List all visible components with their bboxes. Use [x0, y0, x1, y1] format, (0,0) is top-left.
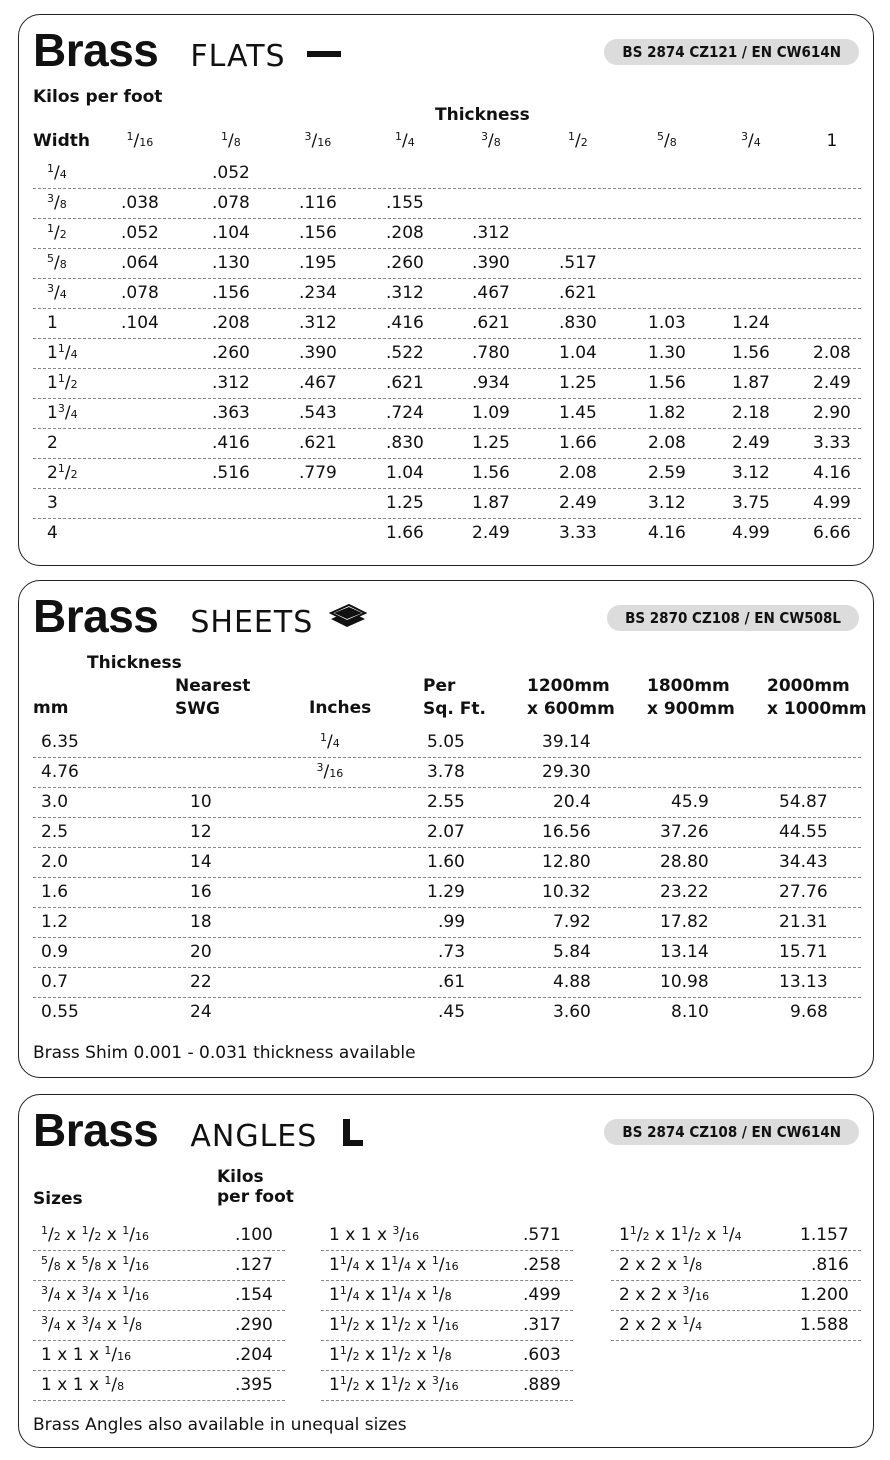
sheets-header-persqft-line2: Sq. Ft. [423, 699, 486, 719]
sheets-per-sqft-cell: 2.07 [427, 822, 465, 842]
sheets-stack-icon [329, 603, 367, 631]
angles-kg-cell: .127 [235, 1255, 273, 1275]
flats-value-cell: .312 [299, 313, 337, 333]
sheets-header-1200x600-line1: 1200mm [527, 676, 610, 696]
flats-value-cell: .260 [212, 343, 250, 363]
flats-value-cell: .621 [472, 313, 510, 333]
flats-width-cell: $1^1/2$ [47, 372, 78, 393]
flats-value-cell: 4.99 [813, 493, 851, 513]
flats-value-cell: .078 [121, 283, 159, 303]
sheets-s1800x900-cell: 45.9 [671, 792, 709, 812]
angles-row-divider [611, 1250, 861, 1251]
flats-thickness-header: $^3$/8 [481, 130, 501, 151]
flats-value-cell: .234 [299, 283, 337, 303]
sheets-s2000x1000-cell: 44.55 [779, 822, 828, 842]
flats-value-cell: .621 [559, 283, 597, 303]
flats-value-cell: .390 [299, 343, 337, 363]
sheets-header-1800x900 [647, 675, 735, 721]
flats-row-divider [33, 248, 861, 249]
angles-size-cell: 2 x 2 x $^3$/16 [619, 1284, 710, 1305]
angles-kg-cell: .258 [523, 1255, 561, 1275]
flats-value-cell: 1.30 [648, 343, 686, 363]
flats-thickness-header: $^5$/8 [657, 130, 677, 151]
flats-value-cell: .830 [559, 313, 597, 333]
flats-value-cell: .156 [299, 223, 337, 243]
angles-kg-cell: .317 [523, 1315, 561, 1335]
sheets-s1200x600-cell: 5.84 [553, 942, 591, 962]
flat-bar-icon [307, 49, 343, 59]
flats-row-divider [33, 338, 861, 339]
angles-title [33, 1103, 317, 1163]
sheets-s1800x900-cell: 17.82 [660, 912, 709, 932]
sheets-s2000x1000-cell: 13.13 [779, 972, 828, 992]
angles-row-divider [321, 1340, 573, 1341]
flats-width-cell: $^5$/8 [47, 252, 67, 273]
flats-value-cell: 3.75 [732, 493, 770, 513]
flats-value-cell: 1.56 [732, 343, 770, 363]
flats-width-cell: 3 [47, 493, 58, 513]
flats-value-cell: .517 [559, 253, 597, 273]
sheets-header-2000x1000-line2: x 1000mm [767, 699, 867, 719]
flats-thickness-header: $^3$/4 [741, 130, 761, 151]
sheets-brand: Brass [33, 590, 159, 642]
sheets-s1200x600-cell: 39.14 [542, 732, 591, 752]
sheets-per-sqft-cell: .45 [438, 1002, 466, 1022]
flats-row-divider [33, 458, 861, 459]
flats-width-cell: 1 [47, 313, 58, 333]
flats-value-cell: .038 [121, 193, 159, 213]
sheets-row-divider [33, 847, 861, 848]
flats-width-cell: $^1$/2 [47, 222, 67, 243]
flats-thickness-header: $^1$/8 [221, 130, 241, 151]
sheets-mm-cell: 6.35 [41, 732, 79, 752]
sheets-mm-cell: 2.5 [41, 822, 69, 842]
angles-row-divider [321, 1250, 573, 1251]
angles-kg-cell: .154 [235, 1285, 273, 1305]
flats-value-cell: 1.82 [648, 403, 686, 423]
angles-kg-cell: .889 [523, 1375, 561, 1395]
flats-title [33, 23, 286, 83]
sheets-per-sqft-cell: 1.29 [427, 882, 465, 902]
angles-kilos-line1: Kilos [217, 1167, 264, 1187]
sheets-s1800x900-cell: 37.26 [660, 822, 709, 842]
flats-row-divider [33, 518, 861, 519]
flats-row-divider [33, 428, 861, 429]
sheets-s2000x1000-cell: 54.87 [779, 792, 828, 812]
flats-value-cell: 1.04 [559, 343, 597, 363]
sheets-kind: SHEETS [190, 605, 314, 640]
sheets-header-2000x1000-line1: 2000mm [767, 676, 850, 696]
angles-kg-cell: .816 [811, 1255, 849, 1275]
flats-value-cell: .363 [212, 403, 250, 423]
flats-value-cell: 2.49 [472, 523, 510, 543]
sheets-inches-cell: $^3$/16 [316, 761, 344, 782]
angles-kg-cell: .603 [523, 1345, 561, 1365]
sheets-swg-cell: 14 [190, 852, 212, 872]
sheets-swg-cell: 22 [190, 972, 212, 992]
flats-width-cell: $1^3/4$ [47, 402, 78, 423]
sheets-s1200x600-cell: 16.56 [542, 822, 591, 842]
angles-size-cell: $1^1/2$ x $1^1/2$ x $^1$/16 [329, 1314, 459, 1335]
flats-value-cell: .130 [212, 253, 250, 273]
sheets-row-divider [33, 997, 861, 998]
flats-thickness-header: $^1$/16 [126, 130, 154, 151]
flats-value-cell: 1.03 [648, 313, 686, 333]
angles-note: Brass Angles also available in unequal sizes [33, 1415, 407, 1435]
flats-value-cell: .078 [212, 193, 250, 213]
sheets-header-1800x900-line1: 1800mm [647, 676, 730, 696]
flats-value-cell: .780 [472, 343, 510, 363]
sheets-per-sqft-cell: .73 [438, 942, 466, 962]
flats-value-cell: 2.90 [813, 403, 851, 423]
angles-row-divider [33, 1370, 285, 1371]
angle-section-icon [343, 1119, 365, 1147]
flats-width-cell: $1^1/4$ [47, 342, 78, 363]
angles-size-cell: $1^1/2$ x $1^1/2$ x $^3$/16 [329, 1374, 459, 1395]
sheets-row-divider [33, 877, 861, 878]
angles-size-cell: 1 x 1 x $^3$/16 [329, 1224, 420, 1245]
angles-kg-cell: .100 [235, 1225, 273, 1245]
sheets-inches-cell: $^1$/4 [320, 731, 340, 752]
sheets-row-divider [33, 907, 861, 908]
sheets-mm-cell: 1.6 [41, 882, 69, 902]
flats-value-cell: .416 [386, 313, 424, 333]
angles-row-divider [321, 1310, 573, 1311]
flats-value-cell: .467 [472, 283, 510, 303]
sheets-header-inches: Inches [309, 698, 372, 718]
sheets-per-sqft-cell: 1.60 [427, 852, 465, 872]
flats-value-cell: .621 [386, 373, 424, 393]
sheets-s2000x1000-cell: 15.71 [779, 942, 828, 962]
sheets-header-1800x900-line2: x 900mm [647, 699, 735, 719]
angles-size-cell: 2 x 2 x $^1$/8 [619, 1254, 703, 1275]
sheets-s1200x600-cell: 12.80 [542, 852, 591, 872]
flats-value-cell: 3.33 [813, 433, 851, 453]
angles-kg-cell: 1.157 [800, 1225, 849, 1245]
flats-width-cell: $2^1/2$ [47, 462, 78, 483]
sheets-title [33, 589, 313, 649]
flats-value-cell: 2.08 [813, 343, 851, 363]
sheets-row-divider [33, 817, 861, 818]
angles-row-divider [611, 1280, 861, 1281]
flats-value-cell: .156 [212, 283, 250, 303]
angles-size-cell: $^5$/8 x $^5$/8 x $^1$/16 [41, 1254, 149, 1275]
flats-value-cell: .104 [212, 223, 250, 243]
sheets-s1800x900-cell: 8.10 [671, 1002, 709, 1022]
flats-width-cell: $^3$/8 [47, 192, 67, 213]
flats-value-cell: .260 [386, 253, 424, 273]
sheets-per-sqft-cell: 5.05 [427, 732, 465, 752]
flats-value-cell: .208 [212, 313, 250, 333]
flats-value-cell: 4.99 [732, 523, 770, 543]
flats-value-cell: 6.66 [813, 523, 851, 543]
flats-row-divider [33, 188, 861, 189]
flats-thickness-label: Thickness [435, 105, 530, 125]
flats-row-divider [33, 368, 861, 369]
flats-value-cell: 2.08 [648, 433, 686, 453]
sheets-thickness-label: Thickness [87, 653, 182, 673]
angles-size-cell: 1 x 1 x $^1$/16 [41, 1344, 132, 1365]
sheets-swg-cell: 18 [190, 912, 212, 932]
sheets-header-swg-line1: Nearest [175, 676, 251, 696]
angles-kind: ANGLES [190, 1119, 318, 1154]
flats-value-cell: .208 [386, 223, 424, 243]
flats-value-cell: .104 [121, 313, 159, 333]
sheets-s1200x600-cell: 7.92 [553, 912, 591, 932]
flats-value-cell: .195 [299, 253, 337, 273]
sheets-s1800x900-cell: 23.22 [660, 882, 709, 902]
sheets-swg-cell: 20 [190, 942, 212, 962]
sheets-swg-cell: 12 [190, 822, 212, 842]
flats-value-cell: 1.25 [559, 373, 597, 393]
angles-size-cell: $1^1/4$ x $1^1/4$ x $^1$/16 [329, 1254, 459, 1275]
flats-thickness-header: $^1$/4 [395, 130, 415, 151]
flats-value-cell: .116 [299, 193, 337, 213]
angles-row-divider [33, 1310, 285, 1311]
sheets-per-sqft-cell: .99 [438, 912, 466, 932]
flats-thickness-header: 1 [826, 131, 838, 151]
flats-value-cell: 4.16 [648, 523, 686, 543]
sheets-mm-cell: 3.0 [41, 792, 69, 812]
flats-value-cell: .516 [212, 463, 250, 483]
flats-value-cell: .621 [299, 433, 337, 453]
flats-panel [18, 14, 874, 566]
flats-width-cell: $^3$/4 [47, 282, 67, 303]
flats-brand: Brass [33, 24, 159, 76]
angles-row-divider [321, 1280, 573, 1281]
flats-thickness-header: $^1$/2 [568, 130, 588, 151]
sheets-mm-cell: 0.55 [41, 1002, 79, 1022]
sheets-header-mm: mm [33, 698, 69, 718]
flats-unit-label: Kilos per foot [33, 87, 163, 107]
sheets-s2000x1000-cell: 21.31 [779, 912, 828, 932]
flats-value-cell: 2.18 [732, 403, 770, 423]
sheets-mm-cell: 4.76 [41, 762, 79, 782]
sheets-s1200x600-cell: 4.88 [553, 972, 591, 992]
flats-width-cell: $^1$/4 [47, 162, 67, 183]
sheets-s1200x600-cell: 29.30 [542, 762, 591, 782]
flats-value-cell: 2.49 [732, 433, 770, 453]
sheets-s1200x600-cell: 3.60 [553, 1002, 591, 1022]
flats-value-cell: .390 [472, 253, 510, 273]
sheets-mm-cell: 0.9 [41, 942, 69, 962]
flats-value-cell: .724 [386, 403, 424, 423]
angles-kg-cell: .571 [523, 1225, 561, 1245]
flats-value-cell: .064 [121, 253, 159, 273]
angles-kg-cell: .204 [235, 1345, 273, 1365]
sheets-s1800x900-cell: 10.98 [660, 972, 709, 992]
angles-size-cell: 1 x 1 x $^1$/8 [41, 1374, 125, 1395]
flats-value-cell: 1.25 [472, 433, 510, 453]
flats-value-cell: .779 [299, 463, 337, 483]
flats-value-cell: 3.12 [648, 493, 686, 513]
sheets-s2000x1000-cell: 27.76 [779, 882, 828, 902]
flats-width-label: Width [33, 131, 90, 151]
flats-value-cell: .155 [386, 193, 424, 213]
sheets-swg-cell: 16 [190, 882, 212, 902]
angles-kg-cell: .395 [235, 1375, 273, 1395]
flats-value-cell: .543 [299, 403, 337, 423]
angles-size-cell: $^3$/4 x $^3$/4 x $^1$/8 [41, 1314, 142, 1335]
flats-value-cell: .312 [212, 373, 250, 393]
flats-value-cell: .312 [386, 283, 424, 303]
flats-value-cell: 1.09 [472, 403, 510, 423]
sheets-panel [18, 580, 874, 1078]
flats-standard-badge: BS 2874 CZ121 / EN CW614N [604, 39, 859, 65]
flats-value-cell: 1.66 [559, 433, 597, 453]
sheets-header-persqft-line1: Per [423, 676, 456, 696]
sheets-s2000x1000-cell: 34.43 [779, 852, 828, 872]
angles-standard-badge: BS 2874 CZ108 / EN CW614N [604, 1119, 859, 1145]
sheets-per-sqft-cell: 2.55 [427, 792, 465, 812]
sheets-s1200x600-cell: 10.32 [542, 882, 591, 902]
sheets-header-swg-line2: SWG [175, 699, 220, 719]
sheets-s1200x600-cell: 20.4 [553, 792, 591, 812]
sheets-mm-cell: 1.2 [41, 912, 69, 932]
angles-size-cell: $^1$/2 x $^1$/2 x $^1$/16 [41, 1224, 149, 1245]
sheets-s1800x900-cell: 13.14 [660, 942, 709, 962]
angles-size-cell: $^3$/4 x $^3$/4 x $^1$/16 [41, 1284, 149, 1305]
angles-row-divider [33, 1250, 285, 1251]
flats-row-divider [33, 488, 861, 489]
flats-width-cell: 2 [47, 433, 58, 453]
flats-value-cell: .312 [472, 223, 510, 243]
flats-row-divider [33, 218, 861, 219]
flats-value-cell: .934 [472, 373, 510, 393]
angles-size-cell: $1^1/4$ x $1^1/4$ x $^1$/8 [329, 1284, 452, 1305]
angles-kilos-label [217, 1167, 294, 1207]
flats-value-cell: .522 [386, 343, 424, 363]
flats-width-cell: 4 [47, 523, 58, 543]
flats-value-cell: 1.56 [648, 373, 686, 393]
angles-row-divider [611, 1310, 861, 1311]
angles-row-divider [321, 1400, 573, 1401]
sheets-row-divider [33, 967, 861, 968]
sheets-header-1200x600-line2: x 600mm [527, 699, 615, 719]
flats-value-cell: 1.87 [732, 373, 770, 393]
angles-row-divider [33, 1340, 285, 1341]
sheets-header-swg [175, 675, 250, 721]
flats-value-cell: .830 [386, 433, 424, 453]
flats-kind: FLATS [190, 39, 286, 74]
flats-row-divider [33, 308, 861, 309]
angles-brand: Brass [33, 1104, 159, 1156]
angles-size-cell: $1^1/2$ x $1^1/2$ x $^1$/4 [619, 1224, 742, 1245]
flats-value-cell: 1.45 [559, 403, 597, 423]
sheets-per-sqft-cell: .61 [438, 972, 466, 992]
sheets-row-divider [33, 757, 861, 758]
flats-value-cell: 1.04 [386, 463, 424, 483]
flats-row-divider [33, 398, 861, 399]
angles-kilos-line2: per foot [217, 1187, 294, 1207]
angles-size-cell: 2 x 2 x $^1$/4 [619, 1314, 703, 1335]
angles-size-cell: $1^1/2$ x $1^1/2$ x $^1$/8 [329, 1344, 452, 1365]
sheets-mm-cell: 0.7 [41, 972, 69, 992]
sheets-s1800x900-cell: 28.80 [660, 852, 709, 872]
flats-value-cell: 1.66 [386, 523, 424, 543]
flats-value-cell: 3.12 [732, 463, 770, 483]
flats-value-cell: 2.59 [648, 463, 686, 483]
angles-row-divider [33, 1400, 285, 1401]
flats-value-cell: 3.33 [559, 523, 597, 543]
sheets-mm-cell: 2.0 [41, 852, 69, 872]
angles-kg-cell: 1.588 [800, 1315, 849, 1335]
sheets-note: Brass Shim 0.001 - 0.031 thickness available [33, 1043, 416, 1063]
flats-value-cell: 2.49 [559, 493, 597, 513]
sheets-swg-cell: 24 [190, 1002, 212, 1022]
flats-value-cell: 2.49 [813, 373, 851, 393]
angles-panel [18, 1094, 874, 1448]
flats-value-cell: 4.16 [813, 463, 851, 483]
flats-value-cell: .052 [212, 163, 250, 183]
angles-kg-cell: .499 [523, 1285, 561, 1305]
sheets-header-2000x1000 [767, 675, 867, 721]
angles-row-divider [33, 1280, 285, 1281]
flats-value-cell: .416 [212, 433, 250, 453]
flats-value-cell: 2.08 [559, 463, 597, 483]
angles-kg-cell: 1.200 [800, 1285, 849, 1305]
flats-thickness-header: $^3$/16 [304, 130, 332, 151]
sheets-row-divider [33, 937, 861, 938]
sheets-s2000x1000-cell: 9.68 [790, 1002, 828, 1022]
sheets-standard-badge: BS 2870 CZ108 / EN CW508L [607, 605, 859, 631]
angles-row-divider [611, 1340, 861, 1341]
angles-kg-cell: .290 [235, 1315, 273, 1335]
flats-value-cell: 1.87 [472, 493, 510, 513]
flats-row-divider [33, 278, 861, 279]
flats-value-cell: 1.24 [732, 313, 770, 333]
sheets-header-persqft [423, 675, 486, 721]
angles-sizes-label: Sizes [33, 1189, 83, 1209]
flats-value-cell: .052 [121, 223, 159, 243]
flats-value-cell: 1.25 [386, 493, 424, 513]
angles-row-divider [321, 1370, 573, 1371]
sheets-row-divider [33, 787, 861, 788]
flats-value-cell: 1.56 [472, 463, 510, 483]
sheets-header-1200x600 [527, 675, 615, 721]
sheets-per-sqft-cell: 3.78 [427, 762, 465, 782]
flats-value-cell: .467 [299, 373, 337, 393]
sheets-swg-cell: 10 [190, 792, 212, 812]
